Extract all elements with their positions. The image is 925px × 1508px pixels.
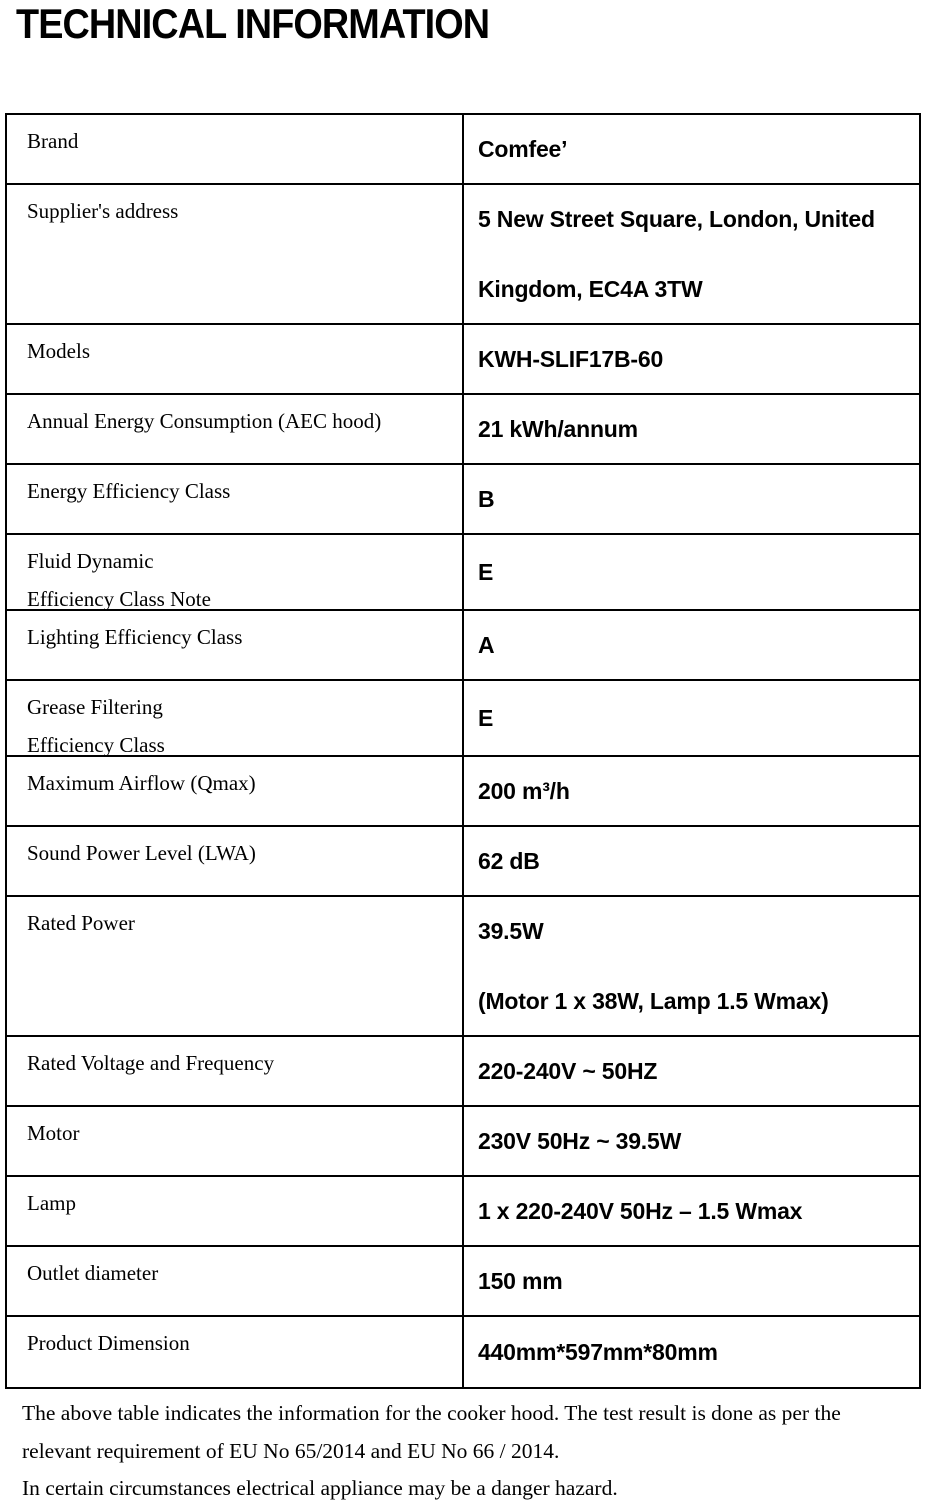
spec-value [464,1317,919,1387]
spec-label-line: Lighting Efficiency Class [27,625,243,649]
spec-value [464,611,919,679]
spec-label-line: Maximum Airflow (Qmax) [27,771,256,795]
footer-note-line: In certain circumstances electrical appliance may be a danger hazard. [22,1476,618,1500]
spec-label [7,325,464,393]
spec-label-line: Fluid Dynamic [27,549,154,573]
footer-note-line: The above table indicates the information for the cooker hood. The test result is done as per the [22,1401,841,1425]
spec-value [464,1247,919,1315]
spec-label [7,1317,464,1387]
spec-label [7,827,464,895]
spec-value-line: 440mm*597mm*80mm [478,1339,718,1365]
table-row [7,185,919,325]
spec-value-line: Comfee’ [478,136,568,162]
spec-label-line: Efficiency Class Note [27,587,211,611]
spec-value-line: 200 m³/h [478,778,570,804]
spec-value [464,1177,919,1245]
spec-label [7,611,464,679]
spec-label [7,535,464,609]
spec-value [464,897,919,1035]
spec-label [7,1037,464,1105]
spec-label [7,681,464,755]
spec-label-line: Sound Power Level (LWA) [27,841,256,865]
table-row [7,1317,919,1387]
table-row [7,1037,919,1107]
spec-label [7,115,464,183]
spec-label-line: Grease Filtering [27,695,163,719]
spec-value [464,325,919,393]
spec-label-line: Efficiency Class [27,733,165,757]
table-row [7,535,919,611]
spec-label [7,1247,464,1315]
spec-value [464,535,919,609]
spec-label-line: Rated Power [27,911,135,935]
spec-label-line: Rated Voltage and Frequency [27,1051,275,1075]
spec-label [7,757,464,825]
spec-value-line: 39.5W [478,918,544,944]
page-title: TECHNICAL INFORMATION [16,0,490,47]
spec-table [5,113,921,1389]
spec-label-line: Outlet diameter [27,1261,159,1285]
spec-value-line: E [478,559,494,585]
spec-label [7,897,464,1035]
table-row [7,681,919,757]
spec-value-line: 150 mm [478,1268,563,1294]
spec-value-line: 5 New Street Square, London, United [478,206,875,232]
spec-label [7,1177,464,1245]
spec-value-line: Kingdom, EC4A 3TW [478,276,703,302]
spec-value-line: 62 dB [478,848,540,874]
spec-value-line: 230V 50Hz ~ 39.5W [478,1128,682,1154]
table-row [7,115,919,185]
table-row [7,1107,919,1177]
spec-label-line: Energy Efficiency Class [27,479,231,503]
table-row [7,395,919,465]
spec-value [464,185,919,323]
table-row [7,757,919,827]
spec-label-line: Lamp [27,1191,76,1215]
spec-value [464,757,919,825]
spec-value [464,1037,919,1105]
spec-value [464,1107,919,1175]
spec-value-line: 220-240V ~ 50HZ [478,1058,658,1084]
spec-value [464,395,919,463]
table-row [7,827,919,897]
footer-notes [22,1395,925,1508]
spec-label-line: Product Dimension [27,1331,190,1355]
spec-value-line: 21 kWh/annum [478,416,638,442]
table-row [7,325,919,395]
spec-value [464,827,919,895]
table-row [7,1247,919,1317]
spec-value-line: B [478,486,495,512]
spec-label [7,185,464,323]
spec-label-line: Motor [27,1121,80,1145]
spec-value-line: E [478,705,494,731]
table-row [7,1177,919,1247]
spec-label-line: Brand [27,129,79,153]
spec-label-line: Models [27,339,90,363]
spec-value-line: A [478,632,495,658]
spec-label [7,1107,464,1175]
spec-label-line: Supplier's address [27,199,179,223]
spec-label-line: Annual Energy Consumption (AEC hood) [27,409,382,433]
spec-value [464,115,919,183]
spec-value [464,681,919,755]
spec-value-line: (Motor 1 x 38W, Lamp 1.5 Wmax) [478,988,829,1014]
table-row [7,611,919,681]
spec-value-line: 1 x 220-240V 50Hz – 1.5 Wmax [478,1198,803,1224]
table-row [7,897,919,1037]
spec-value-line: KWH-SLIF17B-60 [478,346,664,372]
spec-label [7,395,464,463]
spec-label [7,465,464,533]
footer-note-line: relevant requirement of EU No 65/2014 and EU No 66 / 2014. [22,1438,560,1463]
table-row [7,465,919,535]
spec-value [464,465,919,533]
